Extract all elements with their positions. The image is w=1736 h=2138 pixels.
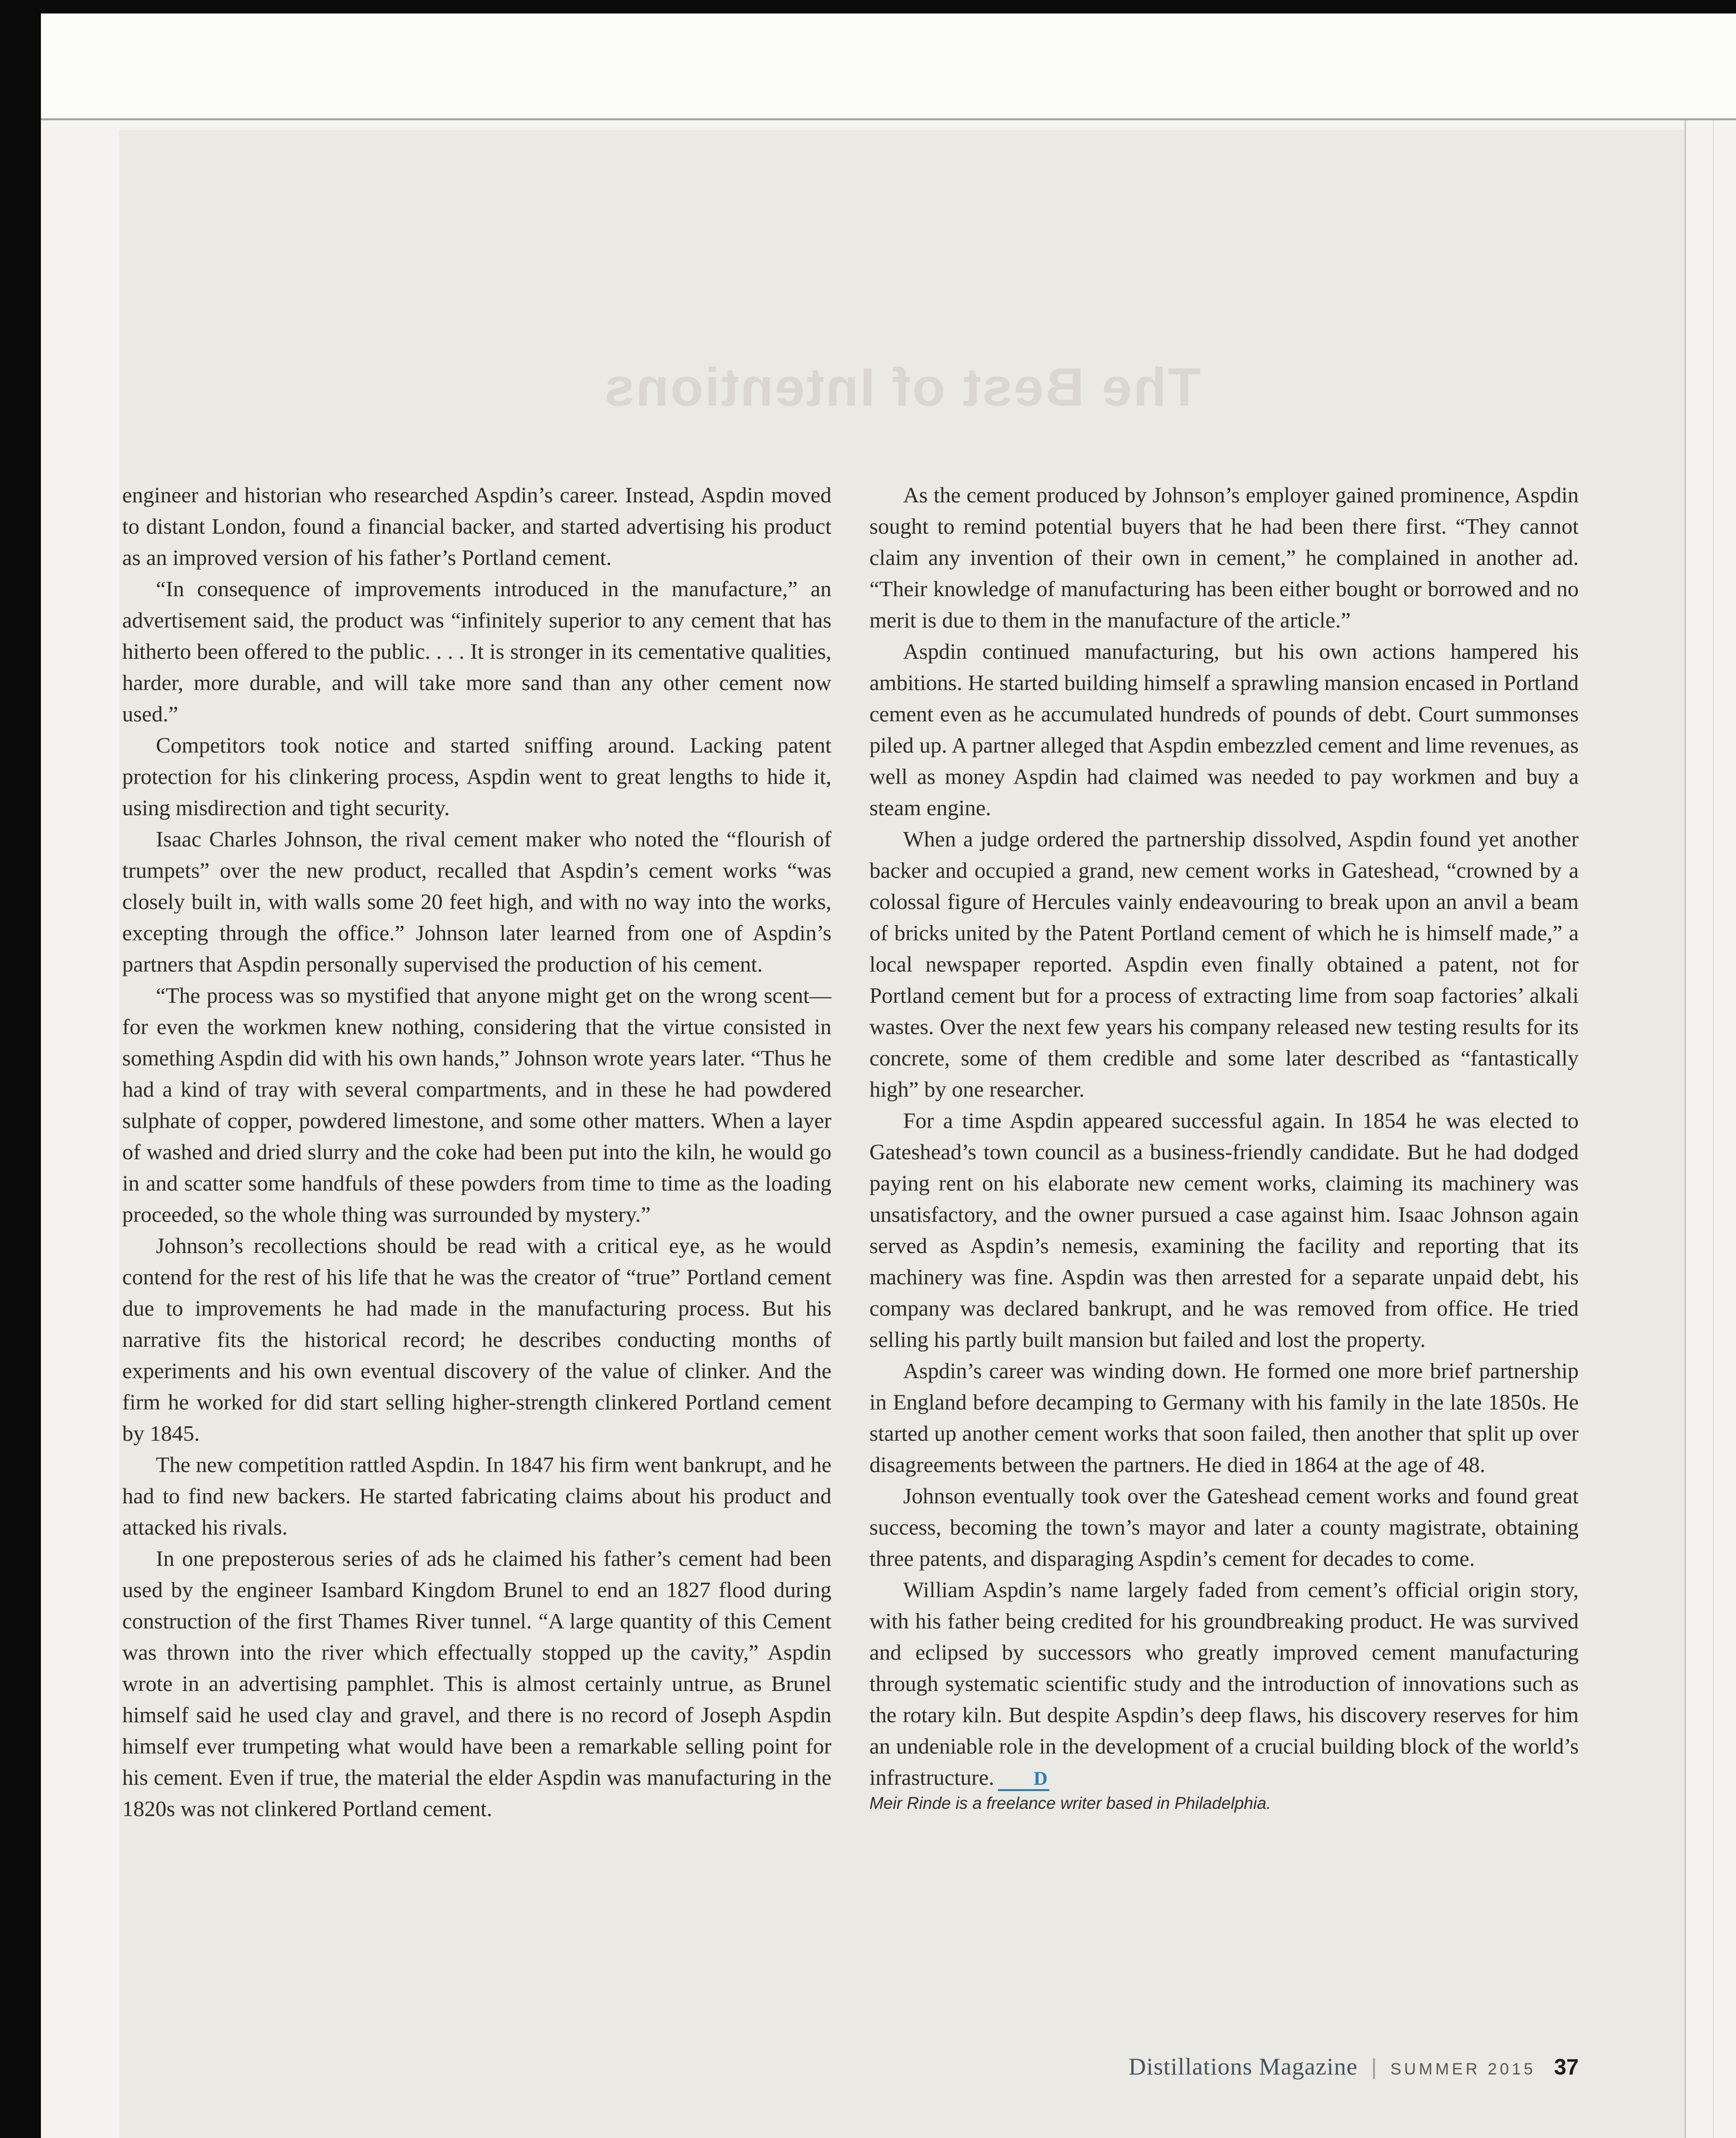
- paragraph: When a judge ordered the partnership dissolved, Aspdin found yet another backer and occupied a grand, new cement works in Gateshead, “crowned by a colossal figure of Hercules vainly endeavouring to break upon an anvil a beam of bricks united by the Patent Portland cement of which he is himself made,” a local newspaper reported. Aspdin even finally obtained a patent, not for Portland cement but for a process of extracting lime from soap factories’ alkali wastes. Over the next few years his company released new testing results for its concrete, some of them credible and some later described as “fantastically high” by one researcher.: [869, 827, 1579, 1101]
- paragraph: Aspdin continued manufacturing, but his own actions hampered his ambitions. He started building himself a sprawling mansion encased in Portland cement even as he accumulated hundreds of pounds of debt. Court summonses piled up. A partner alleged that Aspdin embezzled cement and lime revenues, as well as money Aspdin had claimed was needed to pay workmen and buy a steam engine.: [869, 639, 1579, 820]
- page-content-area: [119, 130, 1685, 2138]
- paragraph: The new competition rattled Aspdin. In 1847 his firm went bankrupt, and he had to find new backers. He started fabricating claims about his product and attacked his rivals.: [122, 1452, 831, 1539]
- paragraph: Aspdin’s career was winding down. He formed one more brief partnership in England before decamping to Germany with his family in the late 1850s. He started up another cement works that soon failed, then another that split up over disagreements between the partners. He died in 1864 at the age of 48.: [869, 1358, 1579, 1477]
- paragraph: Competitors took notice and started sniffing around. Lacking patent protection for his clinkering process, Aspdin went to great lengths to hide it, using misdirection and tight security.: [122, 733, 831, 820]
- paragraph: Johnson eventually took over the Gateshead cement works and found great success, becoming the town’s mayor and later a county magistrate, obtaining three patents, and disparaging Aspdin’s cement for decades to come.: [869, 1484, 1579, 1571]
- page-edge-line-faint: [1713, 120, 1714, 2138]
- paragraph-text: William Aspdin’s name largely faded from cement’s official origin story, with his father being credited for his groundbreaking product. He was survived and eclipsed by successors who greatly improved cement manufacturing through systematic scientific study and the introduction of innovations such as the rotary kiln. But despite Aspdin’s deep flaws, his discovery reserves for him an undeniable role in the development of a crucial building block of the world’s infrastructure.: [869, 1577, 1579, 1790]
- paragraph: engineer and historian who researched Aspdin’s career. Instead, Aspdin moved to distant London, found a financial backer, and started advertising his product as an improved version of his father’s Portland cement.: [122, 483, 831, 570]
- page-top-edge: [41, 13, 1736, 120]
- paragraph: For a time Aspdin appeared successful again. In 1854 he was elected to Gateshead’s town council as a business-friendly candidate. But he had dodged paying rent on his elaborate new cement works, claiming its machinery was unsatisfactory, and the owner pursued a case against him. Isaac Johnson again served as Aspdin’s nemesis, examining the facility and reporting that its machinery was fine. Aspdin was then arrested for a separate unpaid debt, his company was declared bankrupt, and he was removed from office. He tried selling his partly built mansion but failed and lost the property.: [869, 1108, 1579, 1352]
- footer-separator: |: [1371, 2054, 1377, 2079]
- page-edge-line: [1685, 120, 1686, 2138]
- ghost-headline-showthrough: The Best of Intentions: [603, 357, 1201, 417]
- page-number: 37: [1554, 2054, 1579, 2079]
- left-column: [122, 479, 831, 1824]
- paragraph: “In consequence of improvements introduced in the manufacture,” an advertisement said, the product was “infinitely superior to any cement that has hitherto been offered to the public. . . . It is stronger in its cementative qualities, harder, more durable, and will take more sand than any other cement now used.”: [122, 576, 831, 726]
- paragraph: In one preposterous series of ads he claimed his father’s cement had been used by the engineer Isambard Kingdom Brunel to end an 1827 flood during construction of the first Thames River tunnel. “A large quantity of this Cement was thrown into the river which effectually stopped up the cavity,” Aspdin wrote in an advertising pamphlet. This is almost certainly untrue, as Brunel himself said he used clay and gravel, and there is no record of Joseph Aspdin himself ever trumpeting what would have been a remarkable selling point for his cement. Even if true, the material the elder Aspdin was manufacturing in the 1820s was not clinkered Portland cement.: [122, 1546, 831, 1821]
- end-of-article-mark: D: [998, 1768, 1049, 1791]
- page-footer: [1129, 2052, 1579, 2080]
- magazine-title: Distillations Magazine: [1128, 2053, 1358, 2080]
- paragraph: “The process was so mystified that anyone might get on the wrong scent—for even the workmen knew nothing, considering that the virtue consisted in something Aspdin did with his own hands,” Johnson wrote years later. “Thus he had a kind of tray with several compartments, and in these he had powdered sulphate of copper, powdered limestone, and some other matters. When a layer of washed and dried slurry and the coke had been put into the kiln, he would go in and scatter some handfuls of these powders from time to time as the loading proceeded, so the whole thing was surrounded by mystery.”: [122, 983, 831, 1227]
- paragraph: Johnson’s recollections should be read with a critical eye, as he would contend for the rest of his life that he was the creator of “true” Portland cement due to improvements he had made in the manufacturing process. But his narrative fits the historical record; he describes conducting months of experiments and his own eventual discovery of the value of clinker. And the firm he worked for did start selling higher-strength clinkered Portland cement by 1845.: [122, 1233, 831, 1446]
- right-column: [869, 479, 1579, 1814]
- magazine-page: [41, 120, 1736, 2138]
- paragraph: Isaac Charles Johnson, the rival cement maker who noted the “flourish of trumpets” over the new product, recalled that Aspdin’s cement works “was closely built in, with walls some 20 feet high, and with no way into the works, excepting through the office.” Johnson later learned from one of Aspdin’s partners that Aspdin personally supervised the production of his cement.: [122, 827, 831, 976]
- author-byline: Meir Rinde is a freelance writer based in Philadelphia.: [869, 1794, 1271, 1813]
- paragraph: As the cement produced by Johnson’s employer gained prominence, Aspdin sought to remind potential buyers that he had been there first. “They cannot claim any invention of their own in cement,” he complained in another ad. “Their knowledge of manufacturing has been either bought or borrowed and no merit is due to them in the manufacture of the article.”: [869, 483, 1579, 632]
- paragraph: [869, 1574, 1579, 1793]
- issue-label: SUMMER 2015: [1390, 2060, 1536, 2078]
